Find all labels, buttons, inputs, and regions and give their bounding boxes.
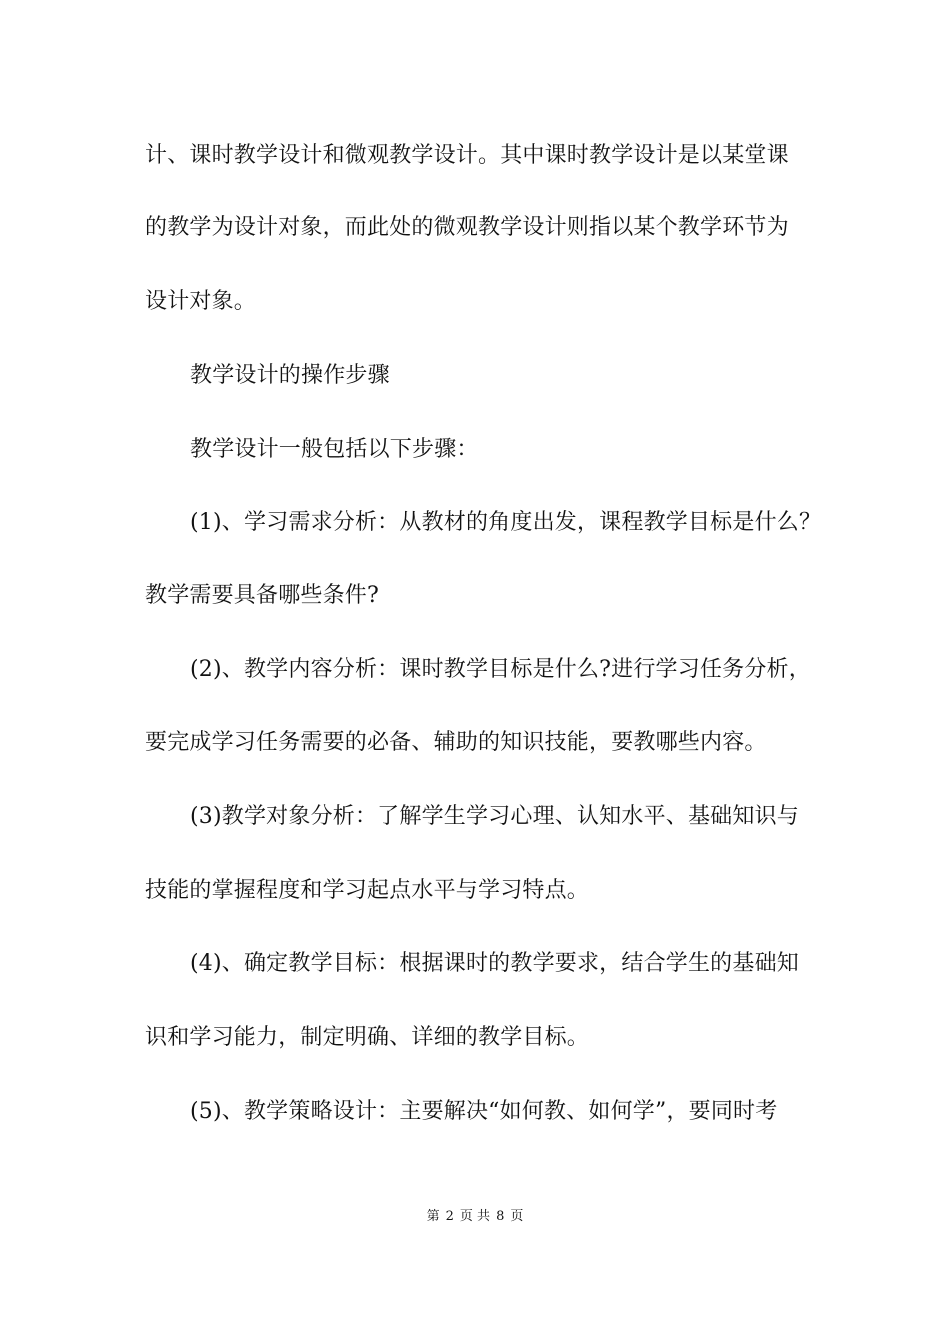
footer-mid: 页 共 (459, 1209, 491, 1224)
footer-suffix: 页 (510, 1209, 524, 1224)
footer-current-page: 2 (445, 1209, 454, 1224)
paragraph-line: 的教学为设计对象，而此处的微观教学设计则指以某个教学环节为 (145, 215, 789, 240)
paragraph-line: 计、课时教学设计和微观教学设计。其中课时教学设计是以某堂课 (145, 143, 789, 168)
paragraph-line: 识和学习能力，制定明确、详细的教学目标。 (145, 1025, 590, 1050)
paragraph-line: 技能的掌握程度和学习起点水平与学习特点。 (145, 878, 590, 903)
paragraph-line: 教学设计一般包括以下步骤： (190, 437, 479, 462)
paragraph-line: (3)教学对象分析：了解学生学习心理、认知水平、基础知识与 (190, 804, 799, 829)
section-heading: 教学设计的操作步骤 (190, 363, 390, 388)
page-footer (0, 1208, 950, 1226)
footer-total-pages: 8 (496, 1209, 505, 1224)
paragraph-line: (5)、教学策略设计：主要解决“如何教、如何学”，要同时考 (190, 1099, 778, 1124)
paragraph-line: (1)、学习需求分析：从教材的角度出发，课程教学目标是什么？ (190, 510, 822, 535)
paragraph-line: 设计对象。 (145, 289, 257, 314)
paragraph-line: 要完成学习任务需要的必备、辅助的知识技能，要教哪些内容。 (145, 730, 767, 755)
paragraph-line: (2)、教学内容分析：课时教学目标是什么?进行学习任务分析， (190, 657, 811, 682)
paragraph-line: (4)、确定教学目标：根据课时的教学要求，结合学生的基础知 (190, 951, 799, 976)
footer-prefix: 第 (426, 1209, 440, 1224)
paragraph-line: 教学需要具备哪些条件? (145, 583, 379, 608)
